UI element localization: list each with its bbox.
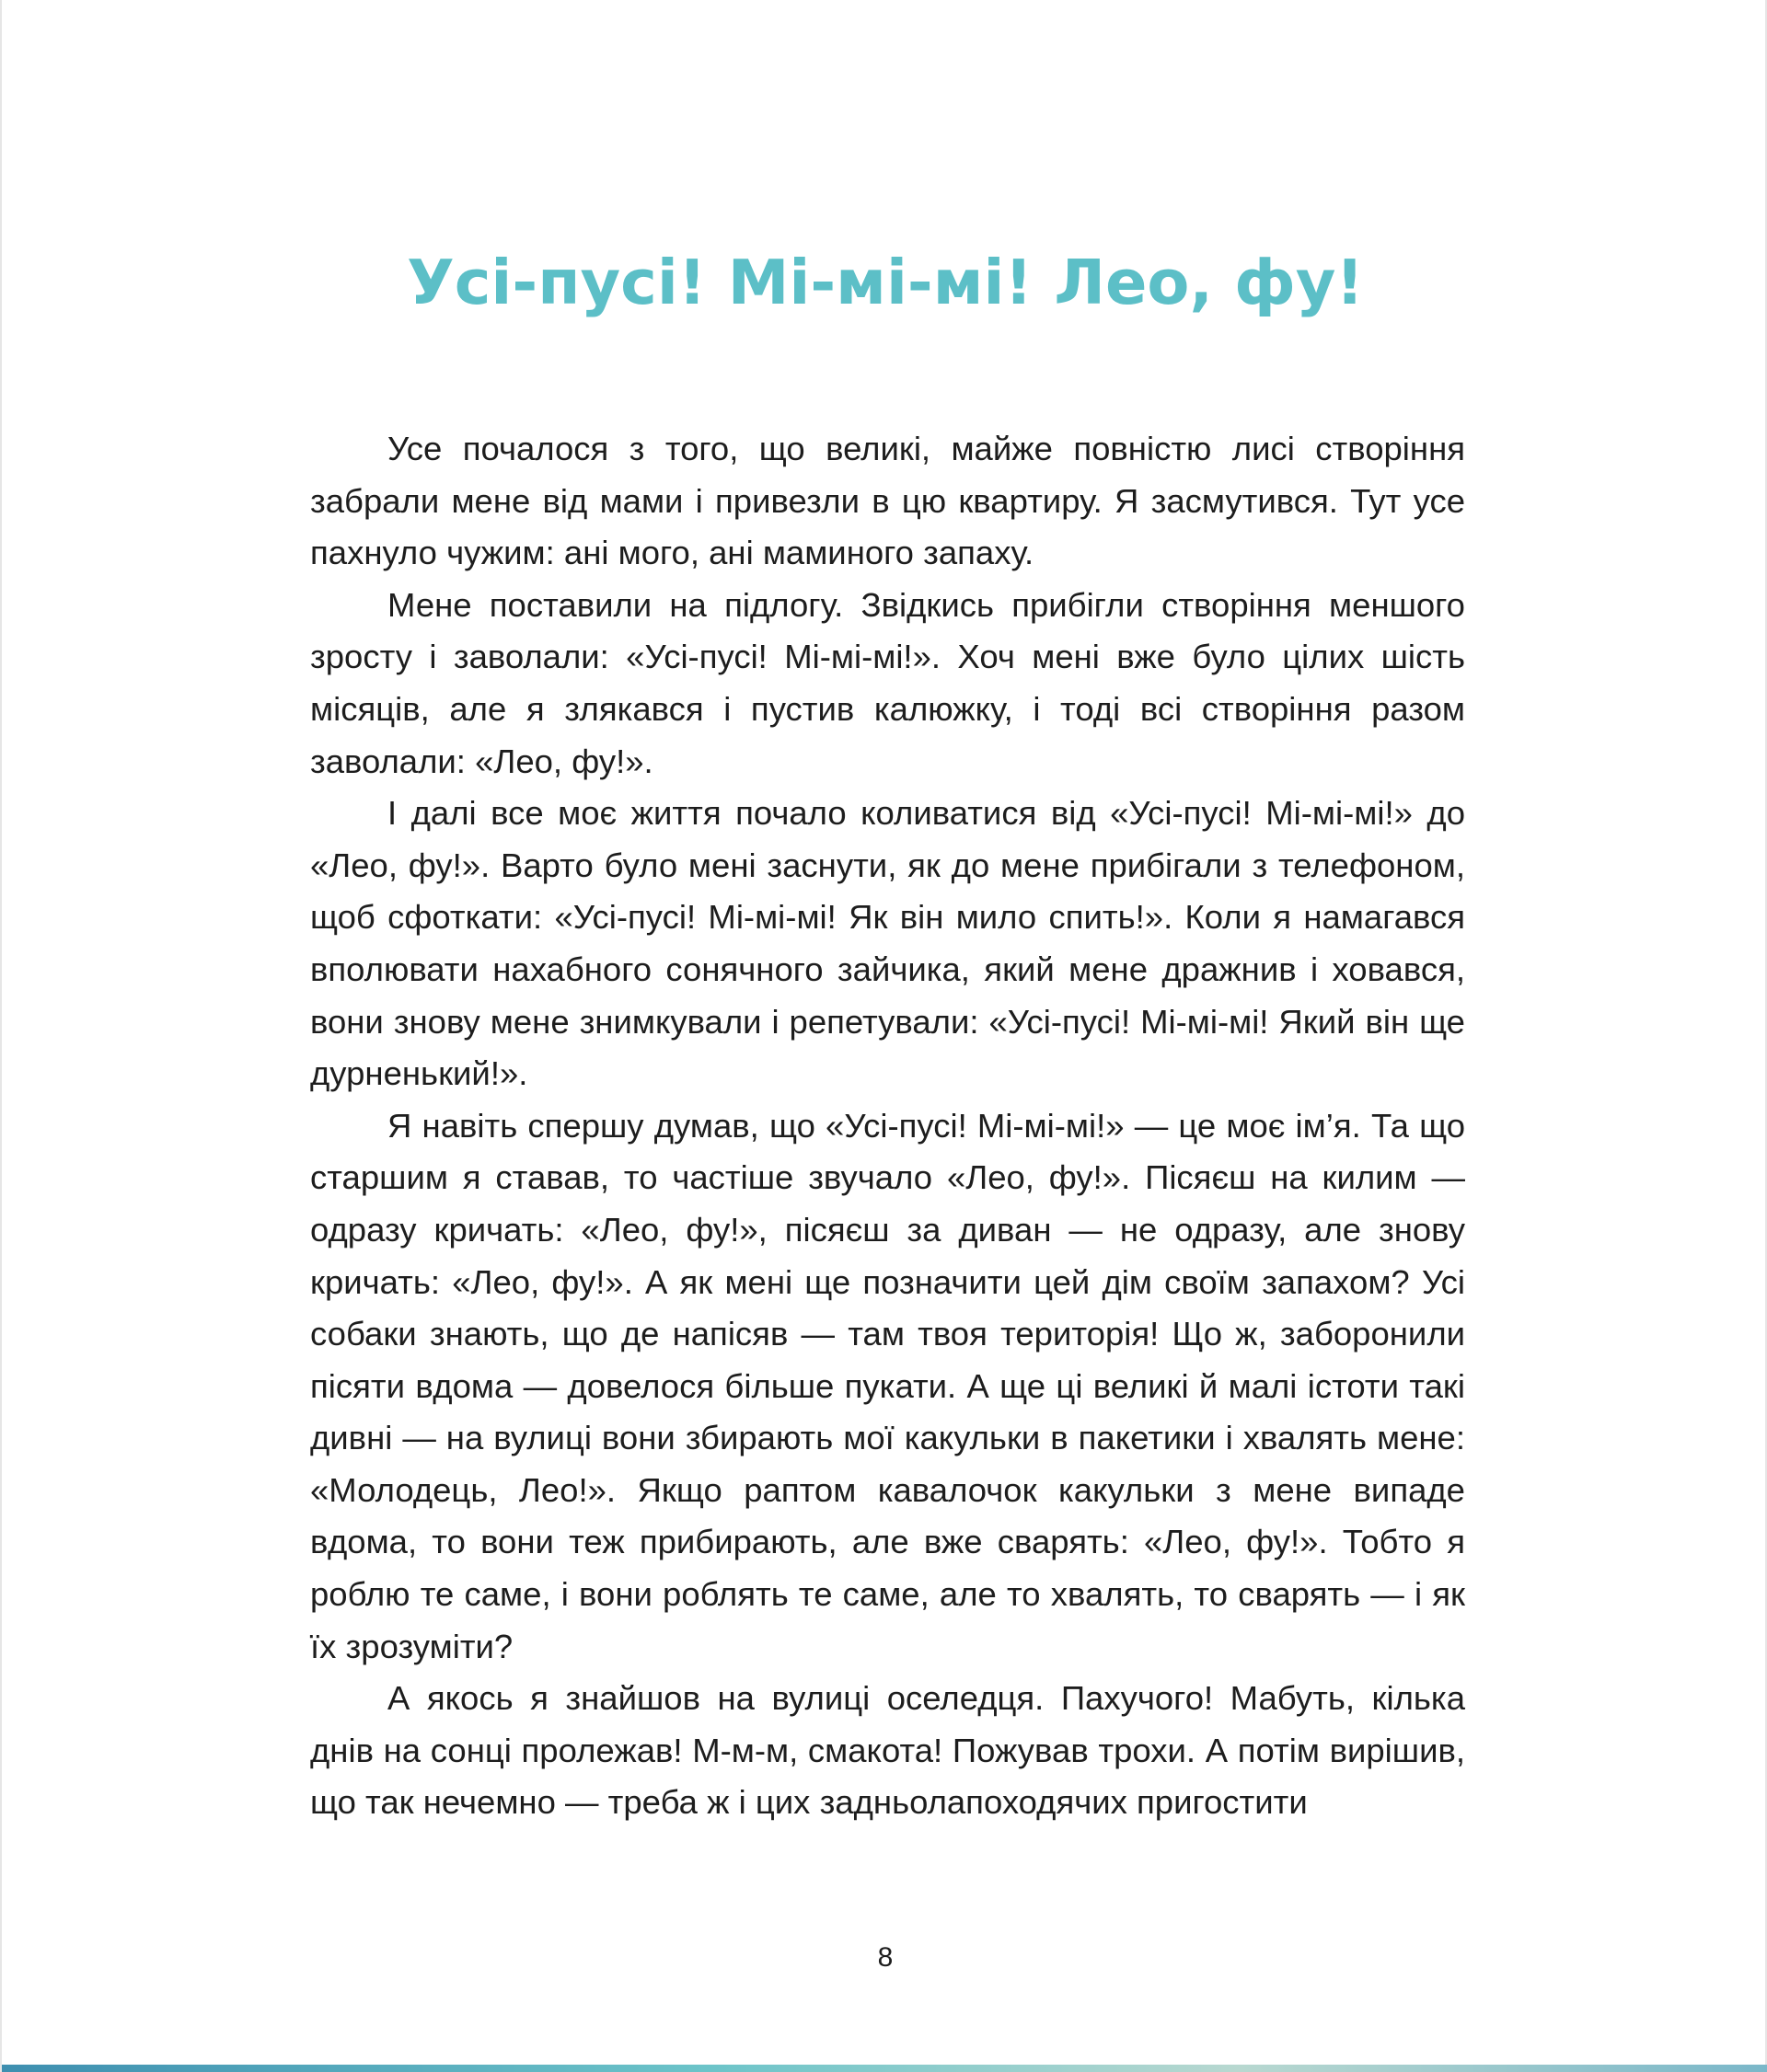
bottom-edge-band (2, 2065, 1767, 2072)
body-text (310, 423, 1465, 1829)
chapter-title: Усі-пусі! Мі-мі-мі! Лео, фу! (407, 247, 1364, 318)
paragraph-2: Мене поставили на підлогу. Звідкись прибігли створіння меншого зросту і заволали: «Усі-пусі! Мі-мі-мі!». Хоч мені вже було цілих шість місяців, але я злякався і пустив калюжку, і тоді всі створіння разом заволали: «Лео, фу!». (310, 585, 1465, 780)
page-number: 8 (877, 1942, 894, 1973)
paragraph-1: Усе почалося з того, що великі, майже повністю лисі створіння забрали мене від мами і привезли в цю квартиру. Я засмутився. Тут усе пахнуло чужим: ані мого, ані маминого запаху. (310, 430, 1465, 572)
paragraph-5: А якось я знайшов на вулиці оселедця. Пахучого! Мабуть, кілька днів на сонці пролежав! М-м-м, смакота! Пожував трохи. А потім вирішив, що так нечемно — треба ж і цих задньолапоходячих пригостити (310, 1679, 1465, 1822)
paragraph-3: І далі все моє життя почало коливатися від «Усі-пусі! Мі-мі-мі!» до «Лео, фу!». Варто було мені заснути, як до мене прибігали з телефоном, щоб сфоткати: «Усі-пусі! Мі-мі-мі! Як він мило спить!». Коли я намагався вполювати нахабного сонячного зайчика, який мене дражнив і ховався, вони знову мене знимкували і репетували: «Усі-пусі! Мі-мі-мі! Який він ще дурненький!». (310, 794, 1465, 1093)
paragraph-4: Я навіть спершу думав, що «Усі-пусі! Мі-мі-мі!» — це моє ім’я. Та що старшим я ставав, то частіше звучало «Лео, фу!». Пісяєш на килим — одразу кричать: «Лео, фу!», пісяєш за диван — не одразу, але знову кричать: «Лео, фу!». А як мені ще позначити цей дім своїм запахом? Усі собаки знають, що де напісяв — там твоя територія! Що ж, заборонили пісяти вдома — довелося більше пукати. А ще ці великі й малі істоти такі дивні — на вулиці вони збирають мої какульки в пакетики і хвалять мене: «Молодець, Лео!». Якщо раптом кавалочок какульки з мене випаде вдома, то вони теж прибирають, але вже сварять: «Лео, фу!». Тобто я роблю те саме, і вони роблять те саме, але то хвалять, то сварять — і як їх зрозуміти? (310, 1106, 1465, 1665)
